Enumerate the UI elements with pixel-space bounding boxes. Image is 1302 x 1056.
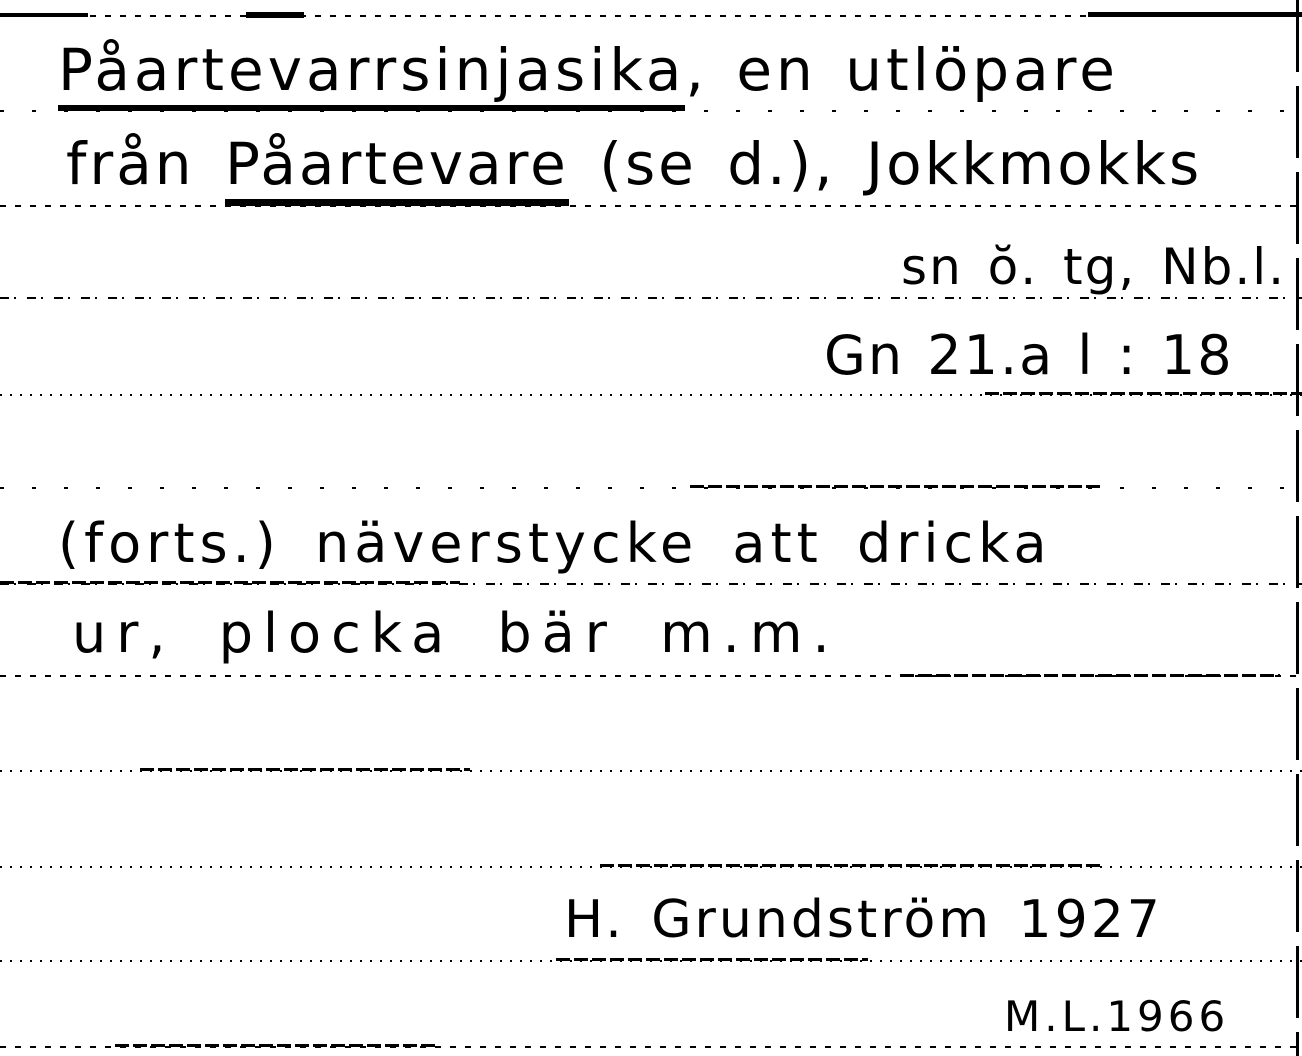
line2-pre-text: från	[66, 130, 226, 198]
card-right-edge-line	[1296, 0, 1299, 1056]
ruled-line-segment	[556, 958, 868, 961]
entry-title-line	[58, 36, 1119, 104]
catalog-initials-year: M.L.1966	[1004, 992, 1230, 1041]
ruled-line-segment	[246, 12, 304, 18]
headword-continuation: , en utlöpare	[685, 36, 1119, 104]
recorder-signature: H. Grundström 1927	[564, 890, 1163, 950]
ruled-line	[0, 297, 1302, 299]
ruled-line	[0, 487, 1302, 489]
ruled-line-segment	[115, 1044, 435, 1047]
forts-abbreviation: (forts.)	[58, 512, 281, 575]
entry-line-2	[66, 130, 1202, 198]
ruled-line-segment	[900, 674, 1280, 677]
ruled-line-segment	[985, 392, 1302, 395]
ruled-line-segment	[0, 13, 88, 17]
parish-county-line: sn ŏ. tg, Nb.l.	[901, 238, 1286, 296]
line2-rest-text: (se d.), Jokkmokks	[568, 130, 1203, 198]
referenced-place-name: Påartevare	[225, 130, 569, 206]
note-line-2: ur, plocka bär m.m.	[72, 602, 840, 665]
reference-code-line: Gn 21.a l : 18	[824, 324, 1234, 387]
ruled-line	[0, 205, 1302, 207]
note-line-1-text: näverstycke att dricka	[280, 512, 1052, 575]
ruled-line-segment	[600, 864, 1100, 867]
ruled-line-segment	[1088, 12, 1302, 17]
headword: Påartevarrsinjasika	[58, 36, 685, 111]
note-line-1	[58, 512, 1052, 575]
ruled-line-segment	[0, 581, 460, 584]
ruled-line-segment	[690, 485, 1100, 488]
ruled-line-segment	[140, 768, 470, 771]
